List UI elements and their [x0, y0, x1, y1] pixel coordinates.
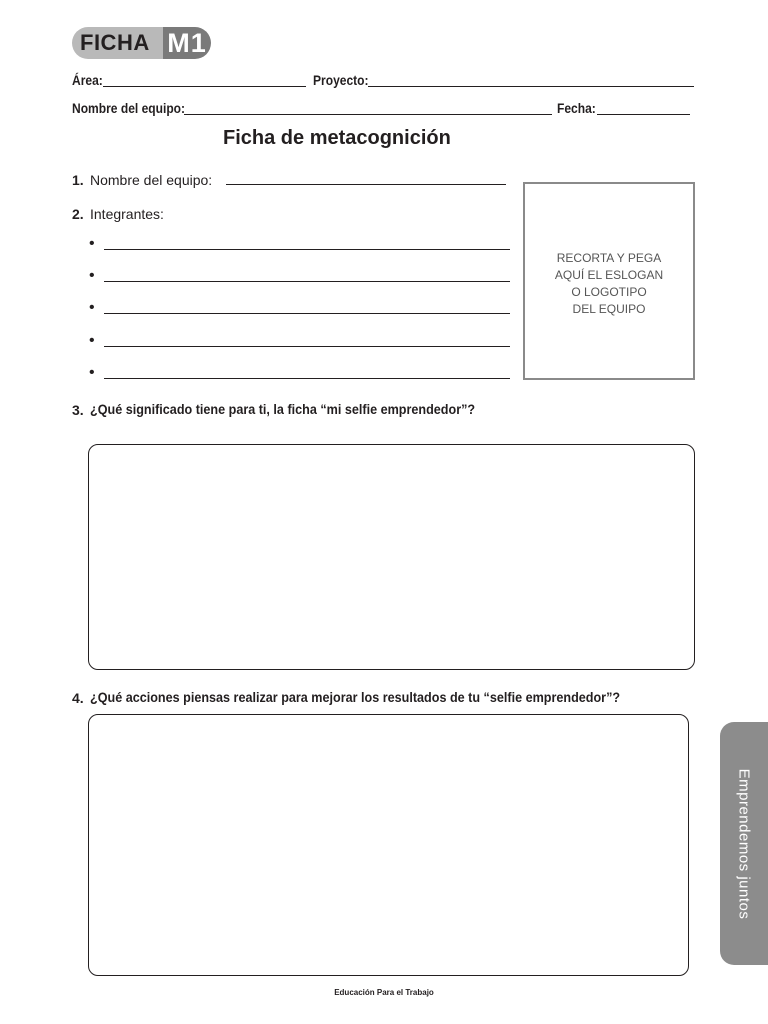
logo-box-line-3: O LOGOTIPO: [571, 285, 647, 299]
nombre-equipo-field[interactable]: [184, 114, 552, 115]
side-tab-label: Emprendemos juntos: [735, 768, 753, 919]
member-field-4[interactable]: [104, 346, 510, 347]
side-tab: [720, 722, 768, 965]
question-2-text: Integrantes:: [90, 206, 164, 222]
question-3-answer-box[interactable]: [88, 444, 695, 670]
proyecto-label: Proyecto:: [313, 72, 369, 88]
question-3-number: 3.: [72, 402, 84, 418]
nombre-equipo-label: Nombre del equipo:: [72, 100, 186, 116]
member-field-1[interactable]: [104, 249, 510, 250]
logo-paste-box: [523, 182, 695, 380]
question-3-text: ¿Qué significado tiene para ti, la ficha “mi selfie emprendedor”?: [90, 401, 476, 417]
proyecto-field[interactable]: [368, 86, 694, 87]
ficha-badge: [72, 27, 211, 59]
ficha-code: M1: [163, 27, 211, 59]
fecha-field[interactable]: [597, 114, 690, 115]
logo-box-line-4: DEL EQUIPO: [572, 302, 646, 316]
bullet-icon: •: [89, 364, 95, 381]
ficha-label: FICHA: [80, 30, 150, 55]
page-title: Ficha de metacognición: [223, 127, 451, 149]
question-4-number: 4.: [72, 690, 84, 706]
fecha-label: Fecha:: [557, 100, 596, 116]
logo-box-line-1: RECORTA Y PEGA: [556, 251, 662, 265]
team-name-field[interactable]: [226, 184, 506, 185]
question-1-text: Nombre del equipo:: [90, 172, 213, 188]
question-2-number: 2.: [72, 206, 84, 222]
member-field-5[interactable]: [104, 378, 510, 379]
bullet-icon: •: [89, 235, 95, 252]
question-4-answer-box[interactable]: [88, 714, 689, 976]
member-field-3[interactable]: [104, 313, 510, 314]
bullet-icon: •: [89, 299, 95, 316]
logo-box-instructions: [525, 250, 693, 318]
area-field[interactable]: [103, 86, 306, 87]
member-field-2[interactable]: [104, 281, 510, 282]
logo-box-line-2: AQUÍ EL ESLOGAN: [554, 268, 664, 282]
area-label: Área:: [72, 72, 103, 88]
bullet-icon: •: [89, 332, 95, 349]
question-1-number: 1.: [72, 172, 84, 188]
footer-text: Educación Para el Trabajo: [334, 988, 434, 997]
question-4-text: ¿Qué acciones piensas realizar para mejorar los resultados de tu “selfie emprendedor”?: [90, 689, 621, 705]
bullet-icon: •: [89, 267, 95, 284]
